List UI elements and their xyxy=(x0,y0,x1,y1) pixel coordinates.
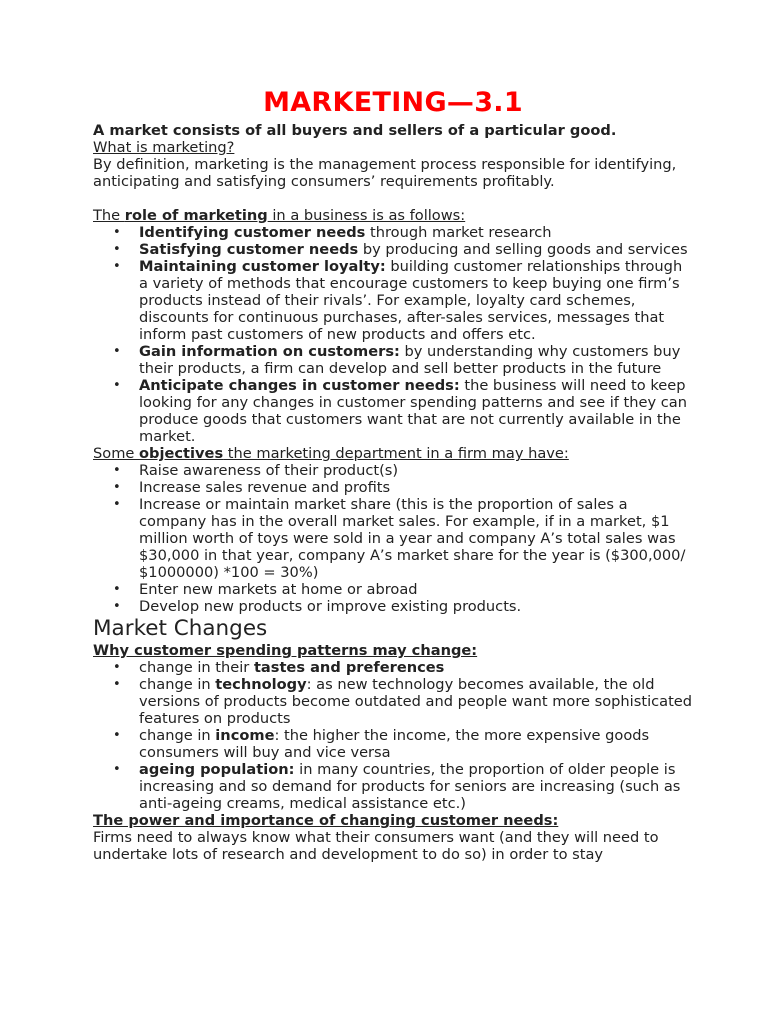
item-term: technology xyxy=(215,676,307,693)
objectives-list xyxy=(93,462,693,615)
power-text: Firms need to always know what their consumers want (and they will need to undertake lots of research and development to do so) in order to stay xyxy=(93,829,659,863)
role-heading xyxy=(93,207,693,224)
list-item: • Increase or maintain market share (this is the proportion of sales a company has in the overall market sales. For example, if in a market, $1 million worth of toys were sold in a year and company A’s total sales was $30,000 in that year, company A’s market share for the year is ($300,000/ $1000000) *100 = 30%) xyxy=(93,496,693,581)
list-item xyxy=(93,676,693,727)
objectives-heading xyxy=(93,445,693,462)
section-heading: Market Changes xyxy=(93,616,268,641)
item-term: Gain information on customers: xyxy=(139,343,400,360)
item-text: the business will need to keep looking for any changes in customer spending patterns and see if they can produce goods that customers want that are not currently available in the market. xyxy=(139,377,687,445)
item-term: Maintaining customer loyalty: xyxy=(139,258,386,275)
list-item: • Raise awareness of their product(s) xyxy=(93,462,693,479)
changes-list xyxy=(93,659,693,812)
item-term: Identifying customer needs xyxy=(139,224,366,241)
item-text: by understanding why customers buy their products, a firm can develop and sell better products in the future xyxy=(139,343,681,377)
item-pre: change in their xyxy=(139,659,254,676)
item-term: Anticipate changes in customer needs: xyxy=(139,377,460,394)
item-term: income xyxy=(215,727,275,744)
item-text: in many countries, the proportion of older people is increasing and so demand for products for seniors are increasing (such as anti-ageing creams, medical assistance etc.) xyxy=(139,761,681,812)
item-pre: change in xyxy=(139,676,216,693)
item-pre: change in xyxy=(139,727,216,744)
list-item xyxy=(93,659,693,676)
why-heading: Why customer spending patterns may change: xyxy=(93,642,478,659)
item-text: : the higher the income, the more expensive goods consumers will buy and vice versa xyxy=(139,727,650,761)
power-heading: The power and importance of changing customer needs: xyxy=(93,812,559,829)
role-heading-bold: role of marketing xyxy=(124,207,268,224)
list-item: • Increase sales revenue and profits xyxy=(93,479,693,496)
intro-lead: A market consists of all buyers and sellers of a particular good. xyxy=(93,122,617,139)
item-text: : as new technology becomes available, the old versions of products become outdated and people want more sophisticated features on products xyxy=(139,676,693,727)
item-text: through market research xyxy=(365,224,552,241)
item-term: Satisfying customer needs xyxy=(139,241,359,258)
list-item: • Develop new products or improve existing products. xyxy=(93,598,693,615)
list-item xyxy=(93,377,693,445)
item-text: building customer relationships through a variety of methods that encourage customers to keep buying one firm’s products instead of their rivals’. For example, loyalty card schemes, discounts for continuous purchases, after-sales services, messages that inform past customers of new products and offers etc. xyxy=(139,258,683,343)
list-item xyxy=(93,343,693,377)
role-heading-pre: The xyxy=(93,207,125,224)
list-item: • Enter new markets at home or abroad xyxy=(93,581,693,598)
item-term: ageing population: xyxy=(139,761,295,778)
objectives-heading-bold: objectives xyxy=(139,445,224,462)
list-item xyxy=(93,761,693,812)
page-title: MARKETING—3.1 xyxy=(263,87,523,118)
item-text: by producing and selling goods and services xyxy=(358,241,688,258)
intro-definition: By definition, marketing is the management process responsible for identifying, anticipating and satisfying consumers’ requirements profitably. xyxy=(93,156,677,190)
objectives-heading-post: the marketing department in a firm may have: xyxy=(223,445,569,462)
list-item xyxy=(93,727,693,761)
intro-question: What is marketing? xyxy=(93,139,235,156)
item-term: tastes and preferences xyxy=(253,659,445,676)
role-heading-post: in a business is as follows: xyxy=(267,207,466,224)
document-body xyxy=(93,84,693,863)
objectives-heading-pre: Some xyxy=(93,445,140,462)
spacer xyxy=(93,190,693,207)
role-list xyxy=(93,224,693,445)
list-item xyxy=(93,224,693,241)
list-item xyxy=(93,241,693,258)
list-item xyxy=(93,258,693,343)
